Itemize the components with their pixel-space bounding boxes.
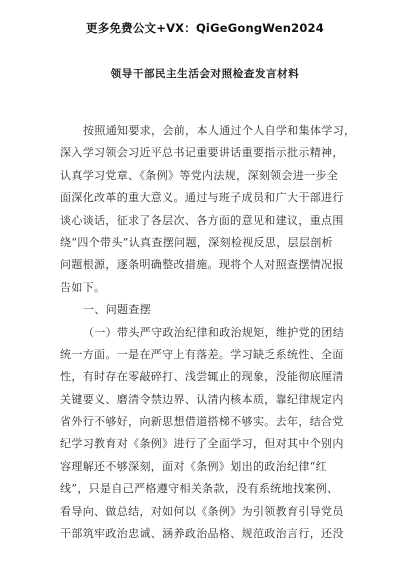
paragraph-line: 线”，只是自己严格遵守相关条款，没有系统地找案例、 (60, 482, 339, 496)
paragraph-line: 看导向、做总结，对如何以《条例》为引领教育引导党员 (60, 504, 344, 518)
document-title: 领导干部民主生活会对照检查发言材料 (110, 68, 300, 80)
paragraph-line: 关键要义、磨清令禁边界、认清内核本质，靠纪律规定内 (60, 392, 344, 406)
paragraph-line: 按照通知要求，会前，本人通过个人自学和集体学习， (83, 124, 356, 137)
promo-banner: 更多免费公文+VX：QiGeGongWen2024 (86, 21, 324, 35)
subsection-line: （一）带头严守政治纪律和政治规矩，维护党的团结 (83, 325, 345, 339)
paragraph-line: 问题根源，逐条明确整改措施。现将个人对照查摆情况报 (60, 258, 344, 272)
paragraph-line: 统一方面。一是在严守上有落差。学习缺乏系统性、全面 (60, 347, 344, 361)
paragraph-line: 深入学习领会习近平总书记重要讲话重要指示批示精神， (60, 146, 344, 160)
paragraph-line: 绕“四个带头”认真查摆问题，深刻检视反思，层层剖析 (60, 235, 333, 249)
paragraph-line: 省外行不够好，向新思想借道搭梯不够实。去年，结合党 (60, 415, 344, 429)
section-heading: 一、问题查摆 (83, 303, 152, 317)
paragraph-line: 面深化改革的重大意义。通过与班子成员和广大干部进行 (60, 191, 344, 205)
paragraph-line: 干部筑牢政治忠诚、涵养政治品格、规范政治言行，还没 (60, 527, 344, 541)
document-body (60, 120, 358, 545)
paragraph-line: 告如下。 (60, 280, 106, 294)
paragraph-line: 容理解还不够深刻，面对《条例》划出的政治纪律“红 (60, 459, 328, 473)
paragraph-line: 认真学习党章、《条例》等党内法规，深刻领会进一步全 (60, 168, 339, 182)
paragraph-line: 性，有时存在零敲碎打、浅尝辄止的现象，没能彻底厘清 (60, 370, 344, 384)
paragraph-line: 纪学习教育对《条例》进行了全面学习，但对其中个别内 (60, 437, 344, 451)
paragraph-line: 谈心谈话，征求了各层次、各方面的意见和建议，重点围 (60, 213, 344, 227)
